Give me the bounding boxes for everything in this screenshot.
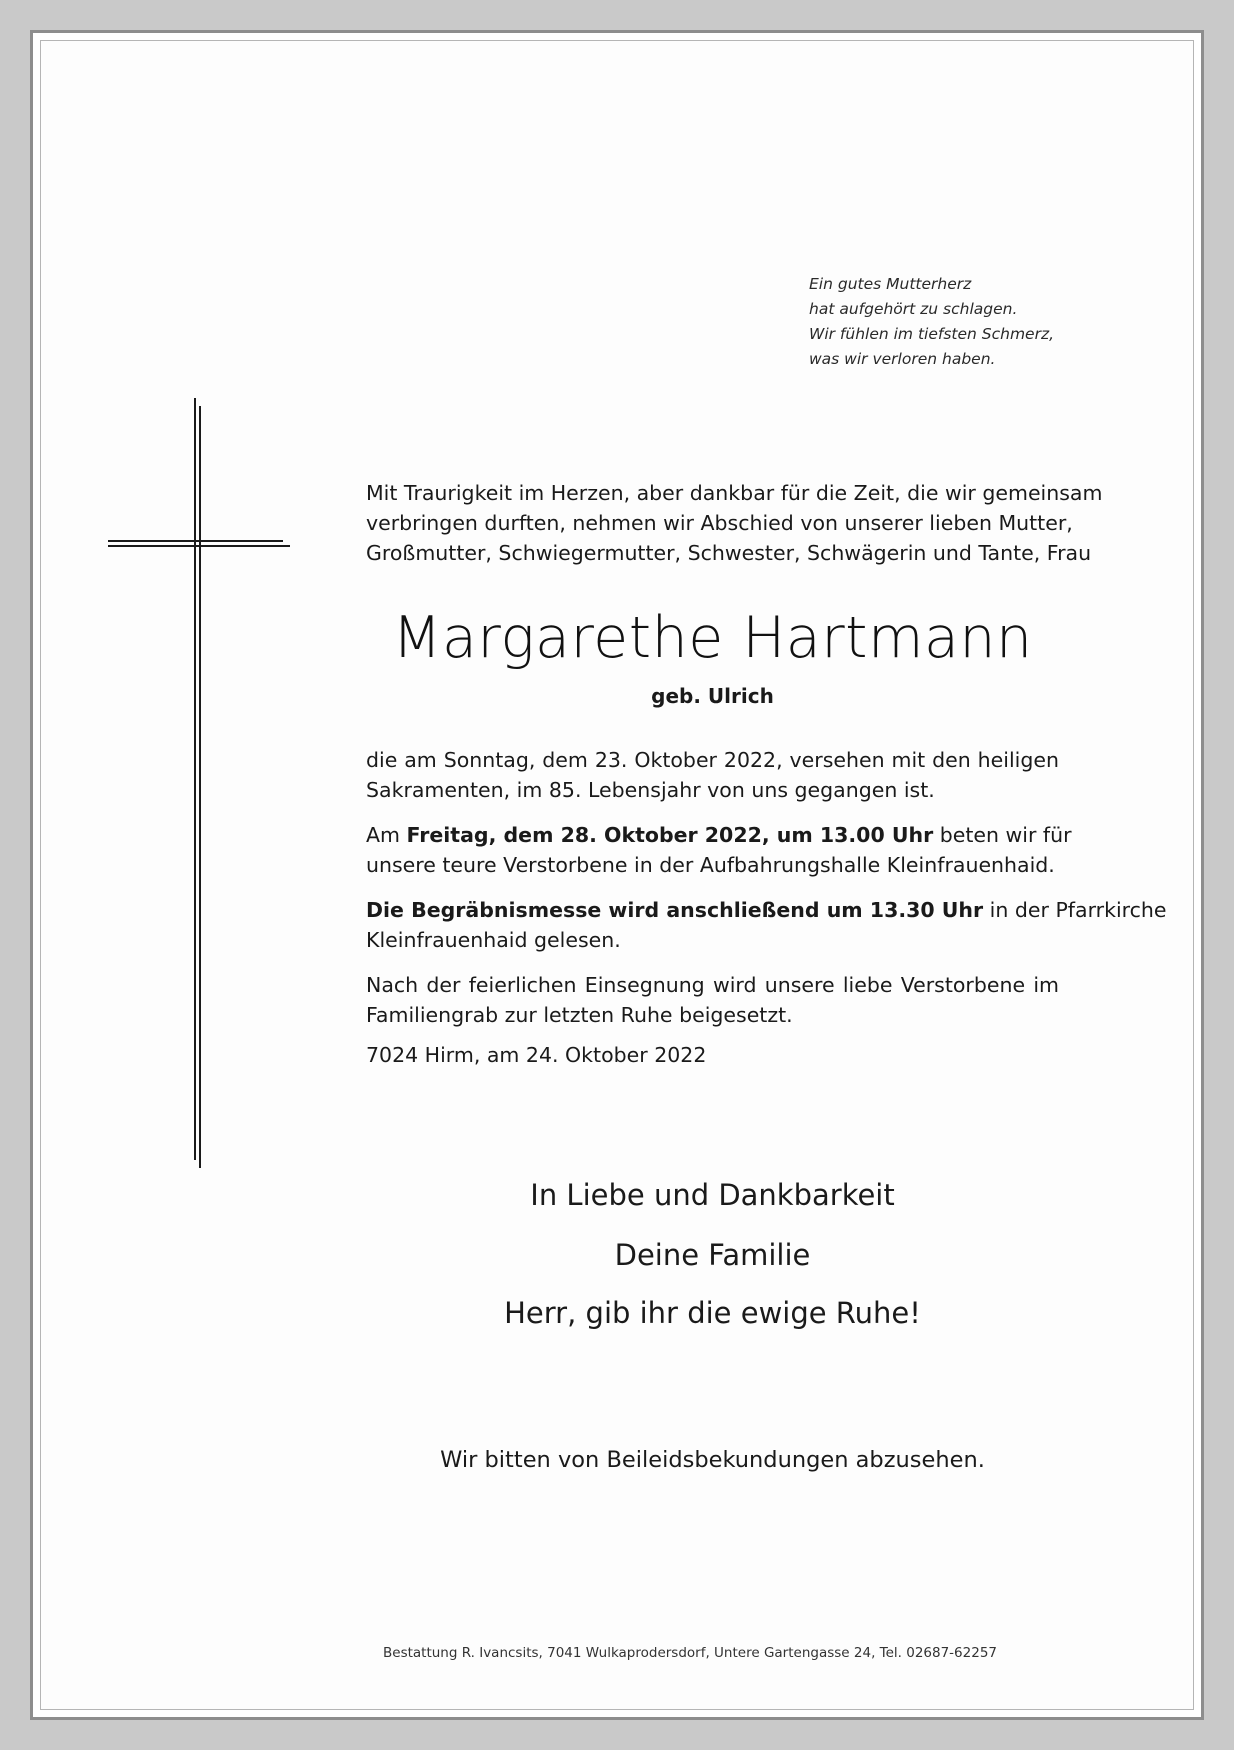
closing-line-1: In Liebe und Dankbarkeit — [530, 1178, 895, 1212]
prayer-datetime: Freitag, dem 28. Oktober 2022, um 13.00 Uhr — [406, 823, 934, 847]
prayer-line-2: unsere teure Verstorbene in der Aufbahrungshalle Kleinfrauenhaid. — [366, 853, 1055, 877]
death-notice-line: die am Sonntag, dem 23. Oktober 2022, versehen mit den heiligen — [366, 748, 1059, 772]
burial-line: Familiengrab zur letzten Ruhe beigesetzt. — [366, 1003, 793, 1027]
burial-line: Nach der feierlichen Einsegnung wird unsere liebe Verstorbene im — [366, 973, 1059, 997]
death-notice-line: Sakramenten, im 85. Lebensjahr von uns gegangen ist. — [366, 778, 935, 802]
mass-time: Die Begräbnismesse wird anschließend um 13.30 Uhr — [366, 898, 984, 922]
poem-line: was wir verloren haben. — [809, 350, 996, 368]
closing-line-3: Herr, gib ihr die ewige Ruhe! — [504, 1296, 921, 1330]
closing-line-2: Deine Familie — [614, 1238, 811, 1272]
death-notice-paragraph — [366, 745, 1059, 805]
prayer-prefix: Am — [366, 823, 400, 847]
poem-line: hat aufgehört zu schlagen. — [809, 300, 1018, 318]
place-date: 7024 Hirm, am 24. Oktober 2022 — [366, 1043, 707, 1067]
intro-line: Mit Traurigkeit im Herzen, aber dankbar für die Zeit, die wir gemeinsam — [366, 481, 1103, 505]
maiden-name: geb. Ulrich — [651, 684, 774, 708]
mass-line-1 — [366, 895, 1167, 925]
poem-line: Ein gutes Mutterherz — [809, 275, 972, 293]
mass-line1-rest: in der Pfarrkirche — [989, 898, 1167, 922]
deceased-name: Margarethe Hartmann — [392, 605, 1033, 671]
intro-line: Großmutter, Schwiegermutter, Schwester, Schwägerin und Tante, Frau — [366, 541, 1092, 565]
mass-line-2: Kleinfrauenhaid gelesen. — [366, 928, 621, 952]
condolence-note: Wir bitten von Beileidsbekundungen abzusehen. — [440, 1447, 985, 1473]
burial-paragraph — [366, 970, 1059, 1030]
prayer-paragraph — [366, 820, 1072, 880]
funeral-home-footer: Bestattung R. Ivancsits, 7041 Wulkaprodersdorf, Untere Gartengasse 24, Tel. 02687-62257 — [383, 1645, 997, 1661]
prayer-line-1 — [366, 820, 1072, 850]
poem — [809, 272, 1054, 372]
poem-line: Wir fühlen im tiefsten Schmerz, — [809, 325, 1055, 343]
intro-paragraph — [366, 478, 1103, 568]
intro-line: verbringen durften, nehmen wir Abschied von unserer lieben Mutter, — [366, 511, 1073, 535]
mass-paragraph — [366, 895, 1167, 955]
prayer-line1-rest: beten wir für — [939, 823, 1072, 847]
